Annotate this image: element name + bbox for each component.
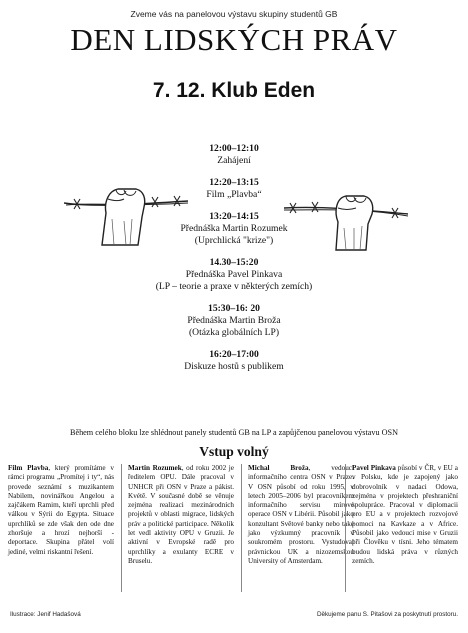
event-date-venue: 7. 12. Klub Eden: [152, 79, 316, 102]
slot-line: Film „Plavba“: [206, 189, 262, 200]
slot-line: (Uprchlická "krize"): [194, 235, 274, 246]
column-pinkava: [352, 464, 458, 566]
slot-line: Přednáška Martin Broža: [187, 315, 281, 326]
program-slot: [114, 177, 354, 201]
slot-time: 13:20–14:15: [209, 211, 259, 222]
free-entry-label: Vstup volný: [199, 444, 269, 459]
slot-line: (LP – teorie a praxe v některých zemích): [155, 281, 313, 292]
column-text: , od roku 2002 je ředitelem OPU. Dále pracoval v UNHCR při OSN v Praze a pákist. Kvétě. V současné době se věnuje zejména realizaci mezinárodních projektů v oblasti migrace, lidských práv a politické participace. Několik let vedl aktivity OPU v Gruzii. Je aktivní v Evropské radě pro uprchlíky a exulanty ECRE v Bruselu.: [128, 464, 234, 565]
column-text: , vedoucí informačního centra OSN v Praze. V OSN působí od roku 1995, v letech 2005–2006 byl pracovníkem informačního servisu mírové operace OSN v Libérii. Působil jako konzultant Světové banky nebo také jako výzkumný pracovník v soukromém prostoru. Vystudoval právnickou UK a nizozemskou University of Amsterdam.: [248, 464, 354, 565]
column-heading: Pavel Pinkava: [352, 464, 396, 472]
program-slot: [114, 211, 354, 247]
invitation-line: Zveme vás na panelovou výstavu skupiny studentů GB: [130, 9, 338, 19]
slot-line: Přednáška Pavel Pinkava: [185, 269, 283, 280]
exhibition-note: Během celého bloku lze shlédnout panely studentů GB na LP a zapůjčenou panelovou výstavu OSN: [69, 428, 399, 437]
column-broza: [248, 464, 354, 566]
slot-time: 16:20–17:00: [209, 349, 259, 360]
column-heading: Film Plavba: [8, 464, 49, 472]
program-slot: [114, 303, 354, 339]
thanks-note: Děkujeme panu S. Pitašovi za poskytnutí prostoru.: [316, 611, 458, 618]
slot-time: 12:00–12:10: [209, 143, 259, 154]
column-heading: Michal Broža: [248, 464, 309, 472]
program-schedule: [114, 143, 354, 383]
slot-time: 12:20–13:15: [209, 177, 259, 188]
page-title: DEN LIDSKÝCH PRÁV: [70, 22, 398, 57]
slot-line: Diskuze hostů s publikem: [184, 361, 284, 372]
column-divider: [121, 464, 122, 592]
slot-line: Zahájení: [217, 155, 251, 166]
illustration-credit: Ilustrace: Jenif Hadašová: [10, 611, 81, 618]
program-slot: [114, 257, 354, 293]
column-film: [8, 464, 114, 557]
program-slot: [114, 143, 354, 167]
column-divider: [241, 464, 242, 592]
slot-time: 15:30–16: 20: [208, 303, 260, 314]
slot-line: Přednáška Martin Rozumek: [180, 223, 288, 234]
column-divider: [345, 464, 346, 592]
column-heading: Martin Rozumek: [128, 464, 182, 472]
column-text: působí v ČR, v EU a v Polsku, kde je zapojený jako dobrovolník v nadaci Odowa, zejména v projektech přeshraniční spolupráce. Pracoval v diplomacii pro EU a v projektech rozvojové pomoci na Kavkaze a v Africe. Působil jako vedoucí mise v Gruzii při Člověku v tísni. Jeho tématem budou lidská práva v různých zemích.: [352, 464, 458, 565]
column-rozumek: [128, 464, 234, 566]
program-slot: [114, 349, 354, 373]
slot-line: (Otázka globálních LP): [188, 327, 280, 338]
slot-time: 14.30–15:20: [209, 257, 259, 268]
column-text: , který promítáme v rámci programu „Promítej i ty“, nás provede seznámí s muzikantem Nabilem, novinářkou Angelou a zajčákem Ramim, kteří uprchli před válkou v Sýrii do Egypta. Situace uprchlíků se zde však den ode dne zhoršuje a hrozí nejhorší - deportace. Skupina přátel volí jediné, velmi riskantní řešení.: [8, 464, 114, 556]
speaker-columns: [8, 464, 460, 592]
